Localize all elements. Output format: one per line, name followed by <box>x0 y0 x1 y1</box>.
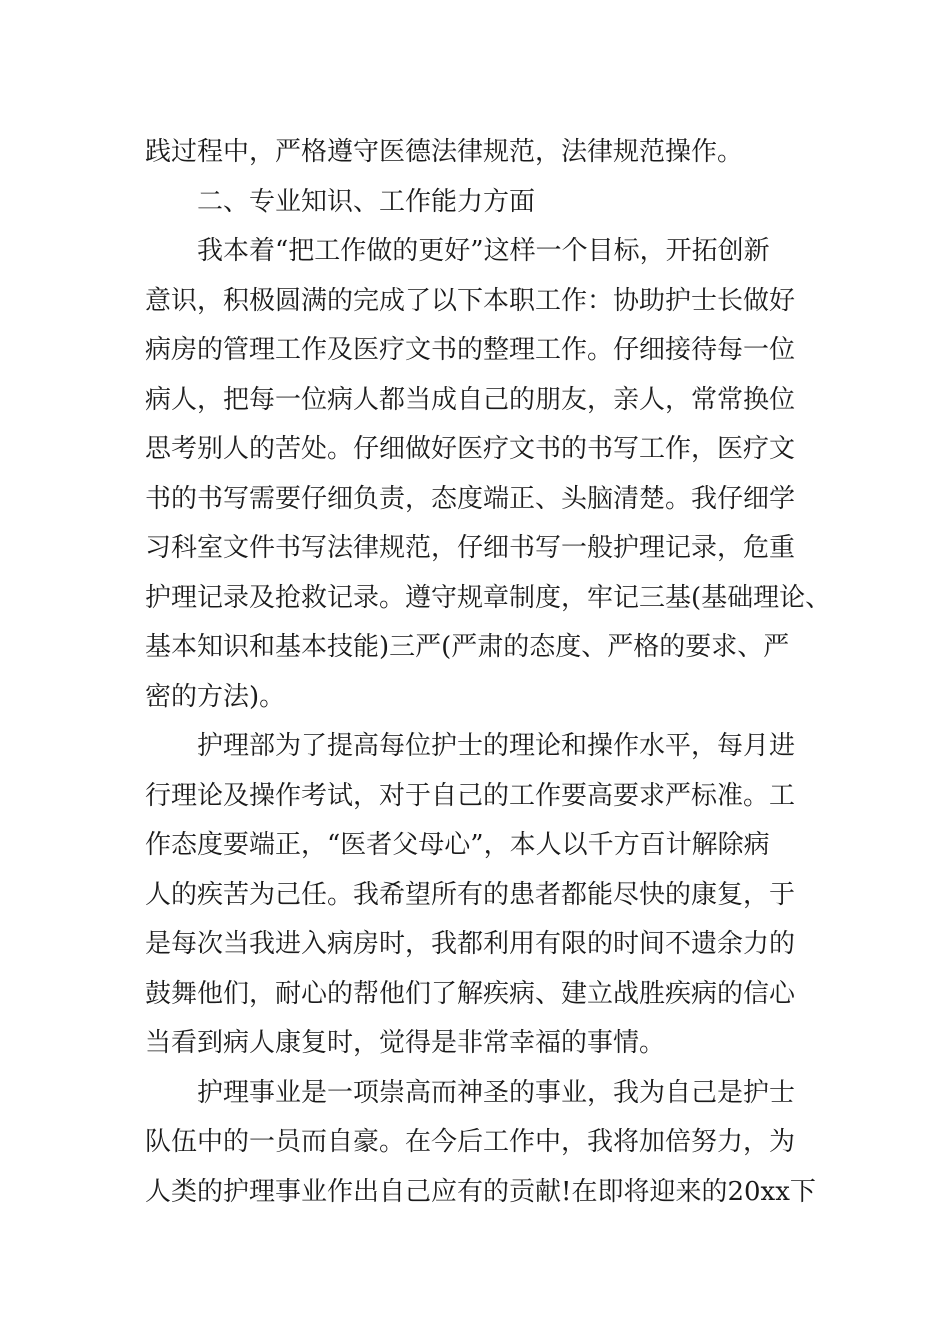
text-line: 二、专业知识、工作能力方面 <box>197 186 536 217</box>
text-line: 密的方法)。 <box>145 681 286 712</box>
text-line: 病人，把每一位病人都当成自己的朋友，亲人，常常换位 <box>145 384 796 415</box>
text-line: 行理论及操作考试，对于自己的工作要高要求严标准。工 <box>145 780 796 811</box>
text-line: 当看到病人康复时，觉得是非常幸福的事情。 <box>145 1028 666 1058</box>
text-line: 护理部为了提高每位护士的理论和操作水平，每月进 <box>197 731 796 761</box>
text-line: 作态度要端正，“医者父母心”，本人以千方百计解除病 <box>145 830 770 860</box>
text-line: 思考别人的苦处。仔细做好医疗文书的书写工作，医疗文 <box>145 434 796 464</box>
text-line: 护理记录及抢救记录。遵守规章制度，牢记三基(基础理论、 <box>145 582 832 613</box>
text-line: 鼓舞他们，耐心的帮他们了解疾病、建立战胜疾病的信心 <box>145 978 796 1009</box>
text-line: 人的疾苦为己任。我希望所有的患者都能尽快的康复，于 <box>145 879 796 910</box>
text-line: 基本知识和基本技能)三严(严肃的态度、严格的要求、严 <box>145 632 790 662</box>
text-line: 习科室文件书写法律规范，仔细书写一般护理记录，危重 <box>145 533 796 563</box>
text-line: 我本着“把工作做的更好”这样一个目标，开拓创新 <box>197 236 770 266</box>
document-body <box>145 128 845 1217</box>
text-line: 是每次当我进入病房时，我都利用有限的时间不遗余力的 <box>145 929 796 959</box>
text-line: 队伍中的一员而自豪。在今后工作中，我将加倍努力，为 <box>145 1127 796 1157</box>
text-line: 践过程中，严格遵守医德法律规范，法律规范操作。 <box>145 137 744 167</box>
text-line: 护理事业是一项崇高而神圣的事业，我为自己是护士 <box>197 1077 796 1108</box>
text-line: 书的书写需要仔细负责，态度端正、头脑清楚。我仔细学 <box>145 483 796 514</box>
text-line: 病房的管理工作及医疗文书的整理工作。仔细接待每一位 <box>145 335 796 365</box>
text-line: 人类的护理事业作出自己应有的贡献!在即将迎来的20xx下 <box>145 1176 816 1207</box>
text-line: 意识，积极圆满的完成了以下本职工作：协助护士长做好 <box>145 285 796 316</box>
